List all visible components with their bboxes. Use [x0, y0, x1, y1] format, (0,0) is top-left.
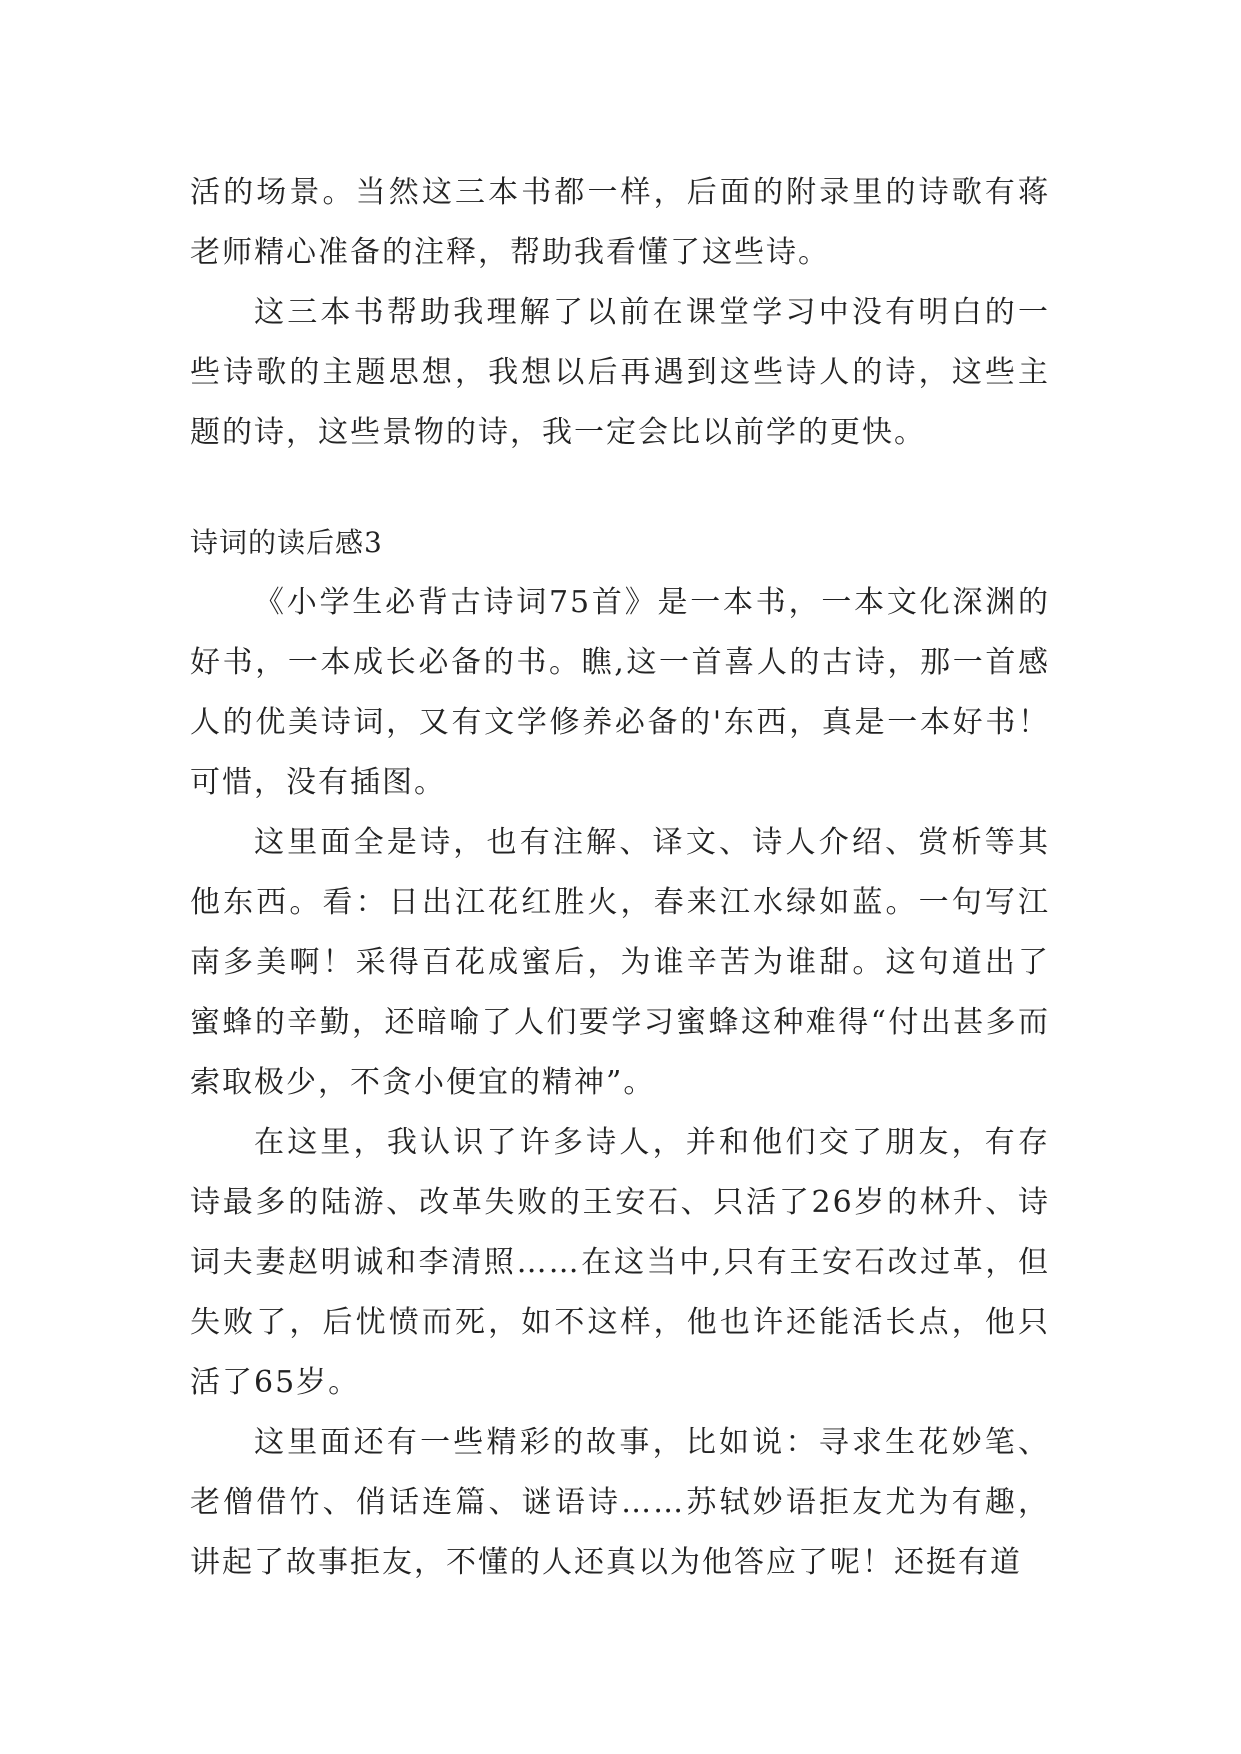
paragraph-contents: 这里面全是诗，也有注解、译文、诗人介绍、赏析等其他东西。看：日出江花红胜火，春来江水绿如蓝。一句写江南多美啊！采得百花成蜜后，为谁辛苦为谁甜。这句道出了蜜蜂的辛勤，还暗喻了人们要学习蜜蜂这种难得“付出甚多而索取极少，不贪小便宜的精神”。: [190, 825, 1050, 1100]
paragraph-poets: 在这里，我认识了许多诗人，并和他们交了朋友，有存诗最多的陆游、改革失败的王安石、只活了26岁的林升、诗词夫妻赵明诚和李清照……在这当中,只有王安石改过革，但失败了，后忧愤而死，如不这样，他也许还能活长点，他只活了65岁。: [190, 1125, 1050, 1400]
section-spacer: [190, 463, 1050, 513]
continued-paragraph: 活的场景。当然这三本书都一样，后面的附录里的诗歌有蒋老师精心准备的注释，帮助我看懂了这些诗。: [190, 175, 1050, 270]
section-title: 诗词的读后感3: [190, 526, 383, 559]
paragraph-three-books: 这三本书帮助我理解了以前在课堂学习中没有明白的一些诗歌的主题思想，我想以后再遇到这些诗人的诗，这些主题的诗，这些景物的诗，我一定会比以前学的更快。: [190, 295, 1050, 450]
paragraph-stories: 这里面还有一些精彩的故事，比如说：寻求生花妙笔、老僧借竹、俏话连篇、谜语诗……苏轼妙语拒友尤为有趣，讲起了故事拒友，不懂的人还真以为他答应了呢！还挺有道: [190, 1425, 1050, 1580]
paragraph-book-intro: 《小学生必背古诗词75首》是一本书，一本文化深渊的好书，一本成长必备的书。瞧,这一首喜人的古诗，那一首感人的优美诗词，又有文学修养必备的'东西，真是一本好书！可惜，没有插图。: [190, 585, 1050, 800]
document-page: [190, 163, 1050, 1593]
